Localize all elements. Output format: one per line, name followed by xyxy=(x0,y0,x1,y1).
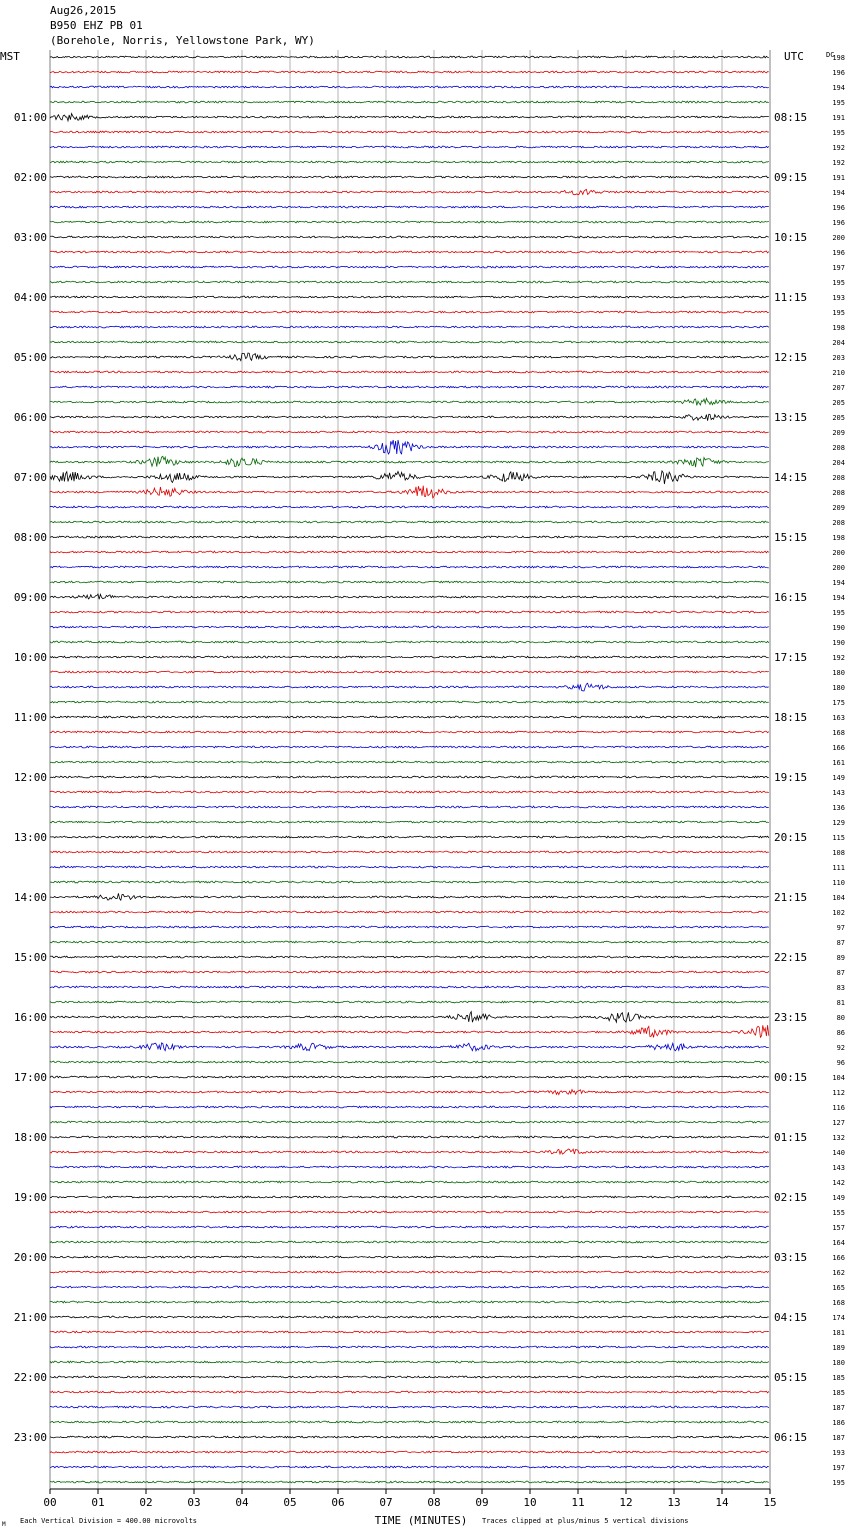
trace-line xyxy=(50,71,769,73)
dc-offset-label: 180 xyxy=(832,1359,845,1367)
trace-line xyxy=(50,701,769,703)
dc-offset-label: 168 xyxy=(832,1299,845,1307)
dc-offset-label: 112 xyxy=(832,1089,845,1097)
dc-offset-label: 87 xyxy=(836,939,845,947)
dc-offset-label: 108 xyxy=(832,849,845,857)
dc-offset-label: 129 xyxy=(832,819,845,827)
dc-offset-label: 193 xyxy=(832,294,845,302)
dc-offset-label: 205 xyxy=(832,399,845,407)
trace-line xyxy=(50,986,769,988)
x-tick-label: 13 xyxy=(667,1496,681,1509)
trace-line xyxy=(50,1391,769,1393)
right-hour-label: 11:15 xyxy=(774,291,808,304)
trace-line xyxy=(50,521,769,523)
dc-offset-label: 196 xyxy=(832,69,845,77)
trace-line xyxy=(50,641,769,643)
dc-offset-label: 194 xyxy=(832,594,845,602)
dc-offset-label: 83 xyxy=(836,984,845,992)
x-tick-label: 15 xyxy=(763,1496,777,1509)
right-hour-label: 21:15 xyxy=(774,891,808,904)
dc-offset-label: 163 xyxy=(832,714,845,722)
left-hour-label: 14:00 xyxy=(13,891,47,904)
trace-line xyxy=(50,353,769,361)
dc-offset-label: 104 xyxy=(832,1074,845,1082)
trace-line xyxy=(50,1346,769,1348)
left-hour-label: 09:00 xyxy=(13,591,47,604)
trace-line xyxy=(50,1181,769,1183)
trace-line xyxy=(50,594,769,599)
right-hour-label: 00:15 xyxy=(774,1071,808,1084)
x-tick-label: 00 xyxy=(43,1496,57,1509)
dc-offset-label: 191 xyxy=(832,174,845,182)
dc-offset-label: 127 xyxy=(832,1119,845,1127)
trace-line xyxy=(50,1466,769,1468)
trace-line xyxy=(50,221,769,223)
dc-offset-label: 190 xyxy=(832,639,845,647)
dc-offset-label: 157 xyxy=(832,1224,845,1232)
dc-offset-label: 180 xyxy=(832,684,845,692)
left-hour-label: 12:00 xyxy=(13,771,47,784)
dc-offset-label: 192 xyxy=(832,144,845,152)
x-tick-label: 04 xyxy=(235,1496,249,1509)
left-hour-label: 07:00 xyxy=(13,471,47,484)
trace-line xyxy=(50,1256,769,1258)
right-hour-label: 16:15 xyxy=(774,591,808,604)
trace-line xyxy=(50,456,769,467)
left-hour-label: 20:00 xyxy=(13,1251,47,1264)
dc-offset-label: 143 xyxy=(832,789,845,797)
trace-line xyxy=(50,1136,769,1138)
trace-line xyxy=(50,866,769,868)
trace-line xyxy=(50,281,769,283)
dc-offset-label: 111 xyxy=(832,864,845,872)
x-tick-label: 01 xyxy=(91,1496,105,1509)
right-hour-label: 12:15 xyxy=(774,351,808,364)
dc-offset-label: 102 xyxy=(832,909,845,917)
right-hour-label: 05:15 xyxy=(774,1371,808,1384)
trace-line xyxy=(50,1331,769,1333)
dc-offset-label: 96 xyxy=(836,1059,845,1067)
dc-offset-label: 209 xyxy=(832,429,845,437)
dc-offset-label: 192 xyxy=(832,159,845,167)
dc-offset-label: 208 xyxy=(832,489,845,497)
trace-line xyxy=(50,806,769,808)
dc-offset-label: 207 xyxy=(832,384,845,392)
right-hour-label: 09:15 xyxy=(774,171,808,184)
dc-offset-label: 208 xyxy=(832,474,845,482)
right-hour-label: 14:15 xyxy=(774,471,808,484)
trace-line xyxy=(50,566,769,568)
left-hour-label: 19:00 xyxy=(13,1191,47,1204)
right-timezone-label: UTC xyxy=(784,50,804,63)
trace-line xyxy=(50,746,769,748)
left-hour-label: 01:00 xyxy=(13,111,47,124)
trace-line xyxy=(50,176,769,178)
dc-offset-label: 92 xyxy=(836,1044,845,1052)
left-hour-label: 05:00 xyxy=(13,351,47,364)
dc-offset-label: 132 xyxy=(832,1134,845,1142)
trace-line xyxy=(50,1481,769,1483)
x-tick-label: 11 xyxy=(571,1496,585,1509)
right-hour-label: 08:15 xyxy=(774,111,808,124)
left-hour-label: 11:00 xyxy=(13,711,47,724)
x-tick-label: 12 xyxy=(619,1496,633,1509)
x-tick-label: 10 xyxy=(523,1496,537,1509)
trace-line xyxy=(50,1043,769,1051)
dc-offset-label: 116 xyxy=(832,1104,845,1112)
dc-offset-label: 209 xyxy=(832,504,845,512)
dc-offset-label: 200 xyxy=(832,549,845,557)
left-hour-label: 17:00 xyxy=(13,1071,47,1084)
corner-mark: M xyxy=(2,1521,6,1528)
trace-line xyxy=(50,386,769,388)
dc-offset-label: 87 xyxy=(836,969,845,977)
trace-line xyxy=(50,1076,769,1078)
dc-offset-label: 196 xyxy=(832,249,845,257)
dc-offset-label: 89 xyxy=(836,954,845,962)
trace-line xyxy=(50,1316,769,1318)
station-location: (Borehole, Norris, Yellowstone Park, WY) xyxy=(50,34,315,47)
dc-offset-label: 174 xyxy=(832,1314,845,1322)
dc-offset-label: 208 xyxy=(832,444,845,452)
trace-line xyxy=(50,414,769,420)
dc-offset-label: 136 xyxy=(832,804,845,812)
dc-offset-label: 175 xyxy=(832,699,845,707)
dc-offset-label: 203 xyxy=(832,354,845,362)
x-tick-label: 06 xyxy=(331,1496,345,1509)
trace-line xyxy=(50,671,769,673)
dc-offset-label: 195 xyxy=(832,609,845,617)
x-tick-label: 02 xyxy=(139,1496,153,1509)
left-hour-label: 03:00 xyxy=(13,231,47,244)
dc-offset-label: 185 xyxy=(832,1374,845,1382)
trace-line xyxy=(50,1025,769,1037)
right-hour-label: 02:15 xyxy=(774,1191,808,1204)
left-timezone-label: MST xyxy=(0,50,20,63)
dc-offset-label: 204 xyxy=(832,339,845,347)
trace-line xyxy=(50,1436,769,1438)
trace-line xyxy=(50,296,769,298)
right-hour-label: 13:15 xyxy=(774,411,808,424)
trace-line xyxy=(50,341,769,343)
dc-offset-label: 149 xyxy=(832,1194,845,1202)
trace-line xyxy=(50,86,769,88)
left-hour-label: 15:00 xyxy=(13,951,47,964)
trace-line xyxy=(50,471,769,484)
trace-line xyxy=(50,206,769,208)
left-hour-label: 08:00 xyxy=(13,531,47,544)
trace-line xyxy=(50,251,769,253)
trace-line xyxy=(50,56,769,58)
trace-line xyxy=(50,311,769,313)
dc-offset-label: 195 xyxy=(832,99,845,107)
dc-offset-label: 187 xyxy=(832,1434,845,1442)
trace-line xyxy=(50,536,769,538)
trace-line xyxy=(50,776,769,778)
dc-offset-label: 162 xyxy=(832,1269,845,1277)
right-hour-label: 22:15 xyxy=(774,951,808,964)
left-hour-label: 10:00 xyxy=(13,651,47,664)
trace-line xyxy=(50,611,769,613)
trace-line xyxy=(50,266,769,268)
dc-offset-label: 140 xyxy=(832,1149,845,1157)
dc-offset-label: 165 xyxy=(832,1284,845,1292)
trace-line xyxy=(50,1376,769,1378)
left-hour-label: 04:00 xyxy=(13,291,47,304)
dc-offset-label: 195 xyxy=(832,309,845,317)
trace-line xyxy=(50,1149,769,1154)
trace-line xyxy=(50,1121,769,1123)
trace-line xyxy=(50,398,769,405)
trace-line xyxy=(50,1106,769,1108)
x-tick-label: 08 xyxy=(427,1496,441,1509)
left-hour-label: 06:00 xyxy=(13,411,47,424)
trace-line xyxy=(50,161,769,163)
dc-offset-label: 187 xyxy=(832,1404,845,1412)
trace-line xyxy=(50,1286,769,1288)
trace-line xyxy=(50,506,769,508)
dc-offset-label: 86 xyxy=(836,1029,845,1037)
trace-line xyxy=(50,626,769,628)
trace-line xyxy=(50,1406,769,1408)
x-axis-title: TIME (MINUTES) xyxy=(374,1514,468,1527)
right-hour-label: 15:15 xyxy=(774,531,808,544)
clip-note: Traces clipped at plus/minus 5 vertical divisions xyxy=(482,1517,689,1525)
left-hour-label: 16:00 xyxy=(13,1011,47,1024)
trace-line xyxy=(50,431,769,433)
dc-offset-label: 196 xyxy=(832,204,845,212)
trace-line xyxy=(50,683,769,691)
dc-offset-label: 195 xyxy=(832,129,845,137)
trace-line xyxy=(50,1271,769,1273)
trace-line xyxy=(50,821,769,823)
dc-offset-label: 81 xyxy=(836,999,845,1007)
trace-line xyxy=(50,486,769,498)
dc-offset-label: 210 xyxy=(832,369,845,377)
dc-offset-label: 115 xyxy=(832,834,845,842)
right-hour-label: 19:15 xyxy=(774,771,808,784)
trace-line xyxy=(50,440,769,454)
dc-offset-label: 110 xyxy=(832,879,845,887)
left-hour-label: 18:00 xyxy=(13,1131,47,1144)
dc-offset-label: 198 xyxy=(832,324,845,332)
trace-line xyxy=(50,114,769,121)
dc-offset-label: 97 xyxy=(836,924,845,932)
dc-offset-label: 198 xyxy=(832,534,845,542)
x-tick-label: 03 xyxy=(187,1496,201,1509)
record-date: Aug26,2015 xyxy=(50,4,117,17)
dc-offset-label: 142 xyxy=(832,1179,845,1187)
dc-offset-label: 143 xyxy=(832,1164,845,1172)
dc-offset-label: 205 xyxy=(832,414,845,422)
scale-note: Each Vertical Division = 400.00 microvolts xyxy=(20,1517,198,1525)
trace-line xyxy=(50,1196,769,1198)
dc-offset-label: 186 xyxy=(832,1419,845,1427)
dc-offset-label: 190 xyxy=(832,624,845,632)
dc-offset-label: 168 xyxy=(832,729,845,737)
station-code: B950 EHZ PB 01 xyxy=(50,19,143,32)
dc-offset-label: 194 xyxy=(832,579,845,587)
trace-line xyxy=(50,551,769,553)
right-hour-label: 10:15 xyxy=(774,231,808,244)
trace-line xyxy=(50,371,769,373)
dc-offset-label: 193 xyxy=(832,1449,845,1457)
trace-line xyxy=(50,1012,769,1023)
trace-line xyxy=(50,941,769,943)
trace-line xyxy=(50,1001,769,1003)
x-tick-label: 09 xyxy=(475,1496,489,1509)
trace-line xyxy=(50,971,769,973)
trace-line xyxy=(50,326,769,328)
trace-line xyxy=(50,1166,769,1168)
dc-offset-label: 208 xyxy=(832,519,845,527)
trace-line xyxy=(50,911,769,913)
dc-offset-label: 197 xyxy=(832,264,845,272)
x-tick-label: 05 xyxy=(283,1496,297,1509)
dc-offset-label: 194 xyxy=(832,84,845,92)
dc-offset-label: 149 xyxy=(832,774,845,782)
left-hour-label: 21:00 xyxy=(13,1311,47,1324)
trace-line xyxy=(50,1361,769,1363)
trace-line xyxy=(50,1090,769,1095)
trace-line xyxy=(50,146,769,148)
dc-offset-label: 195 xyxy=(832,279,845,287)
dc-offset-label: 104 xyxy=(832,894,845,902)
dc-offset-label: 80 xyxy=(836,1014,845,1022)
trace-line xyxy=(50,881,769,883)
dc-offset-label: 181 xyxy=(832,1329,845,1337)
dc-offset-label: 191 xyxy=(832,114,845,122)
dc-offset-label: 200 xyxy=(832,564,845,572)
trace-line xyxy=(50,926,769,928)
left-hour-label: 13:00 xyxy=(13,831,47,844)
left-hour-label: 02:00 xyxy=(13,171,47,184)
trace-line xyxy=(50,1061,769,1063)
trace-line xyxy=(50,791,769,793)
dc-offset-label: 198 xyxy=(832,54,845,62)
trace-line xyxy=(50,1421,769,1423)
trace-line xyxy=(50,1451,769,1453)
right-hour-label: 04:15 xyxy=(774,1311,808,1324)
dc-offset-label: 189 xyxy=(832,1344,845,1352)
left-hour-label: 23:00 xyxy=(13,1431,47,1444)
dc-offset-label: 185 xyxy=(832,1389,845,1397)
right-hour-label: 17:15 xyxy=(774,651,808,664)
trace-line xyxy=(50,851,769,853)
trace-line xyxy=(50,131,769,133)
trace-line xyxy=(50,1226,769,1228)
trace-line xyxy=(50,236,769,238)
dc-offset-label: 164 xyxy=(832,1239,845,1247)
dc-offset-label: 204 xyxy=(832,459,845,467)
right-hour-label: 01:15 xyxy=(774,1131,808,1144)
trace-line xyxy=(50,656,769,658)
x-tick-label: 14 xyxy=(715,1496,729,1509)
trace-line xyxy=(50,1241,769,1243)
dc-offset-label: 166 xyxy=(832,1254,845,1262)
right-hour-label: 20:15 xyxy=(774,831,808,844)
right-hour-label: 23:15 xyxy=(774,1011,808,1024)
dc-offset-label: 155 xyxy=(832,1209,845,1217)
dc-offset-label: 194 xyxy=(832,189,845,197)
dc-offset-label: 195 xyxy=(832,1479,845,1487)
dc-offset-label: 161 xyxy=(832,759,845,767)
trace-line xyxy=(50,956,769,958)
dc-offset-label: 196 xyxy=(832,219,845,227)
trace-line xyxy=(50,731,769,733)
dc-offset-label: 200 xyxy=(832,234,845,242)
left-hour-label: 22:00 xyxy=(13,1371,47,1384)
trace-line xyxy=(50,1211,769,1213)
dc-header-label: DC xyxy=(826,51,835,59)
trace-line xyxy=(50,1301,769,1303)
trace-line xyxy=(50,716,769,718)
trace-line xyxy=(50,836,769,838)
trace-line xyxy=(50,761,769,763)
x-tick-label: 07 xyxy=(379,1496,393,1509)
dc-offset-label: 192 xyxy=(832,654,845,662)
dc-offset-label: 180 xyxy=(832,669,845,677)
right-hour-label: 06:15 xyxy=(774,1431,808,1444)
trace-line xyxy=(50,581,769,583)
dc-offset-label: 166 xyxy=(832,744,845,752)
trace-line xyxy=(50,101,769,103)
trace-line xyxy=(50,189,769,195)
right-hour-label: 18:15 xyxy=(774,711,808,724)
right-hour-label: 03:15 xyxy=(774,1251,808,1264)
dc-offset-label: 197 xyxy=(832,1464,845,1472)
trace-line xyxy=(50,893,769,900)
